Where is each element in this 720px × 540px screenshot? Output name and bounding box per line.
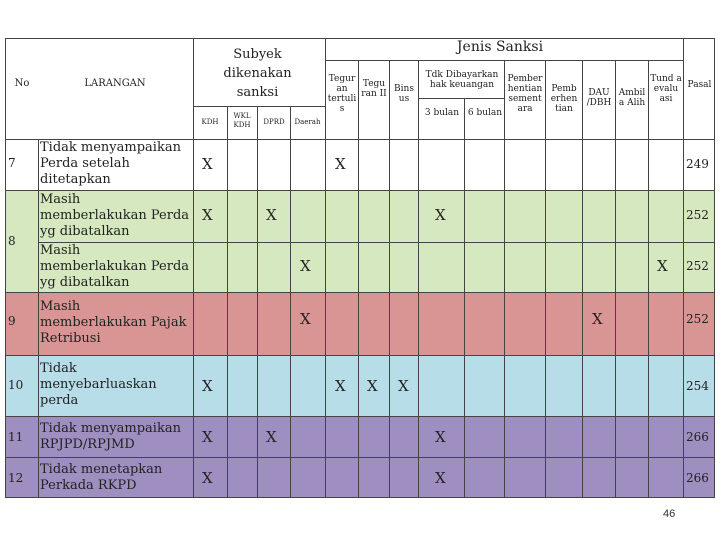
mark-12-kdh: X (202, 469, 213, 487)
row-pasal-8a: 252 (686, 208, 709, 222)
mark-8b-tunda: X (657, 257, 668, 275)
header-dau-dbh: DAU /DBH (586, 88, 612, 108)
header-kdh: KDH (201, 118, 219, 126)
mark-9-dau: X (592, 310, 603, 328)
header-dprd: DPRD (263, 118, 285, 126)
mark-10-kdh: X (202, 377, 213, 395)
row-pasal-11: 266 (686, 430, 709, 444)
mark-7-kdh: X (202, 155, 213, 173)
header-jenis-sanksi: Jenis Sanksi (456, 39, 544, 55)
header-daerah: Daerah (294, 118, 321, 126)
header-tunda-evaluasi: Tund a evalu asi (650, 74, 682, 104)
row-pasal-9: 252 (686, 312, 709, 326)
row-larangan-11: Tidak menyampaikan RPJPD/RPJMD (40, 421, 181, 452)
row-pasal-7: 249 (686, 157, 709, 171)
mark-9-daerah: X (300, 310, 311, 328)
header-pasal: Pasal (687, 80, 712, 90)
row-no-9: 9 (8, 314, 16, 328)
mark-10-teguran2: X (367, 377, 378, 395)
row-pasal-8b: 252 (686, 259, 709, 273)
header-3-bulan: 3 bulan (424, 108, 460, 118)
row-pasal-12: 266 (686, 471, 709, 485)
header-wkl-kdh: WKL KDH (233, 112, 251, 129)
header-tdk-dibayarkan: Tdk Dibayarkan hak keuangan (425, 70, 499, 90)
mark-10-teguran: X (335, 377, 346, 395)
header-ambil-alih: Ambil a Alih (618, 88, 646, 108)
row-no-11: 11 (8, 430, 24, 444)
row-no-7: 7 (8, 156, 16, 170)
mark-11-kdh: X (202, 428, 213, 446)
mark-8a-tdk: X (435, 206, 446, 224)
row-larangan-7: Tidak menyampaikan Perda setelah ditetapkan (40, 140, 181, 187)
header-no: No (14, 78, 30, 89)
page-number: 46 (663, 508, 676, 520)
mark-8a-kdh: X (202, 206, 213, 224)
mark-11-tdk: X (435, 428, 446, 446)
row-larangan-8b: Masih memberlakukan Perda yg dibatalkan (40, 243, 190, 290)
row-larangan-10: Tidak menyebarluaskan perda (40, 361, 157, 408)
header-larangan: LARANGAN (84, 78, 146, 89)
row-no-10: 10 (8, 378, 24, 392)
row-pasal-10: 254 (686, 379, 709, 393)
header-teguran-tertulis: Tegur an tertuli s (327, 74, 357, 114)
mark-7-teguran: X (335, 155, 346, 173)
row-no-12: 12 (8, 471, 24, 485)
header-pemberhentian: Pemb erhen tian (550, 84, 578, 114)
header-teguran-ii: Tegu ran II (361, 79, 387, 99)
header-6-bulan: 6 bulan (467, 108, 503, 118)
header-binaan: Bins us (394, 84, 414, 104)
row-larangan-12: Tidak menetapkan Perkada RKPD (40, 462, 163, 493)
row-no-8: 8 (8, 234, 16, 248)
mark-12-tdk: X (435, 469, 446, 487)
header-pemberhentian-sementara: Pember hentian sement ara (507, 74, 543, 114)
row-larangan-8a: Masih memberlakukan Perda yg dibatalkan (40, 192, 190, 239)
mark-11-dprd: X (266, 428, 277, 446)
mark-8a-dprd: X (266, 206, 277, 224)
mark-8b-daerah: X (300, 257, 311, 275)
mark-10-binaan: X (398, 377, 409, 395)
row-larangan-9: Masih memberlakukan Pajak Retribusi (40, 299, 187, 346)
header-subyek: Subyek dikenakan sanksi (223, 47, 292, 100)
